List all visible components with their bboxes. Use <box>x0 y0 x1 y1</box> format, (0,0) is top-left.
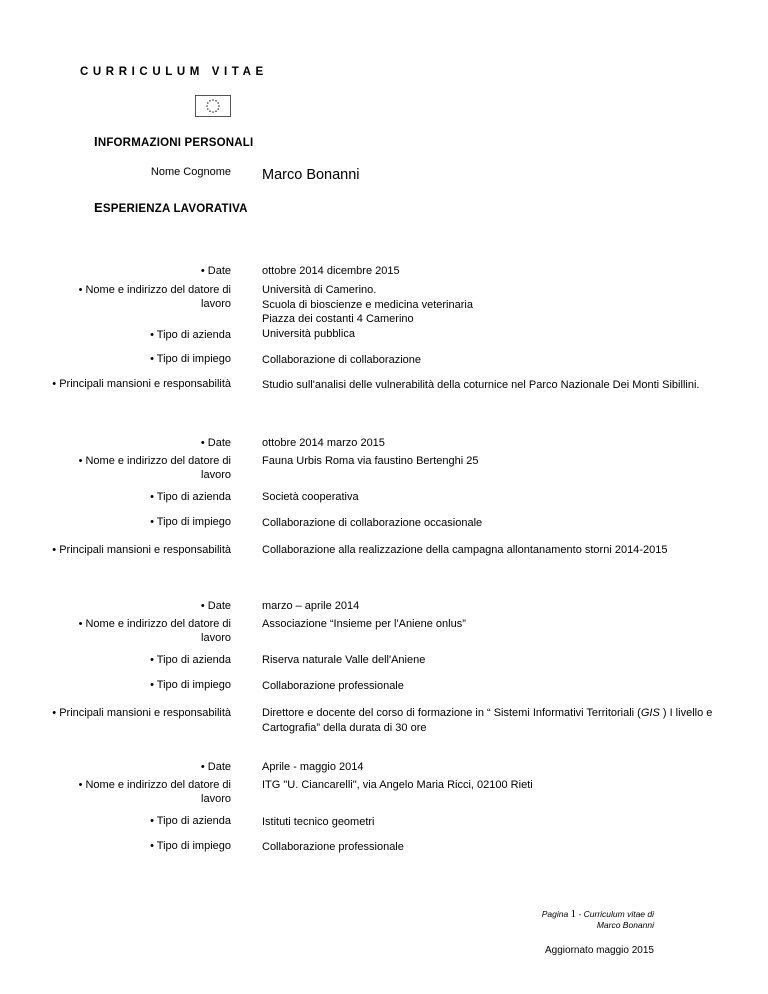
entry-date-label: • Date <box>200 437 231 449</box>
entry-job-label: • Tipo di impiego <box>150 840 231 852</box>
entry-job: Collaborazione professionale <box>262 680 404 692</box>
entry-job-label: • Tipo di impiego <box>150 353 231 365</box>
entry-job: Collaborazione di collaborazione occasionale <box>262 517 483 529</box>
entry-type: Istituti tecnico geometri <box>262 816 375 828</box>
entry-duties-label: • Principali mansioni e responsabilità <box>52 707 231 719</box>
entry-employer: Fauna Urbis Roma via faustino Bertenghi 25 <box>262 455 479 467</box>
page-footer: Pagina 1 - Curriculum vitae di Marco Bonanni <box>541 908 654 930</box>
entry-employer: Università di Camerino. Scuola di bioscienze e medicina veterinaria Piazza dei costanti 4 Camerino <box>262 284 473 325</box>
entry-duties: Studio sull'analisi delle vulnerabilità della coturnice nel Parco Nazionale Dei Monti Sibillini. <box>262 379 700 391</box>
entry-type-label: • Tipo di azienda <box>150 815 231 827</box>
entry-duties: Collaborazione alla realizzazione della campagna allontanamento storni 2014-2015 <box>262 544 668 556</box>
entry-type: Riserva naturale Valle dell'Aniene <box>262 654 426 666</box>
entry-duties: Direttore e docente del corso di formazione in “ Sistemi Informativi Territoriali (GIS ) I livello e Cartografia” della durata di 30 ore <box>262 707 713 734</box>
entry-type-label: • Tipo di azienda <box>150 654 231 666</box>
entry-date: ottobre 2014 dicembre 2015 <box>262 265 400 277</box>
entry-employer-label: • Nome e indirizzo del datore di lavoro <box>78 284 231 310</box>
entry-type: Università pubblica <box>262 328 355 340</box>
document-title: CURRICULUM VITAE <box>80 66 268 78</box>
entry-duties-label: • Principali mansioni e responsabilità <box>52 378 231 390</box>
entry-employer-label: • Nome e indirizzo del datore di lavoro <box>78 618 231 644</box>
eu-flag-icon <box>195 95 231 117</box>
entry-duties-label: • Principali mansioni e responsabilità <box>52 544 231 556</box>
entry-employer-label: • Nome e indirizzo del datore di lavoro <box>78 455 231 481</box>
entry-job: Collaborazione di collaborazione <box>262 354 421 366</box>
entry-job-label: • Tipo di impiego <box>150 516 231 528</box>
entry-employer: Associazione “Insieme per l'Aniene onlus” <box>262 618 466 630</box>
entry-date-label: • Date <box>200 761 231 773</box>
entry-job-label: • Tipo di impiego <box>150 679 231 691</box>
section-heading-experience: ESPERIENZA LAVORATIVA <box>94 200 248 215</box>
entry-date: ottobre 2014 marzo 2015 <box>262 437 385 449</box>
entry-employer-label: • Nome e indirizzo del datore di lavoro <box>78 779 231 805</box>
updated-note: Aggiornato maggio 2015 <box>545 945 654 956</box>
entry-employer: ITG "U. Ciancarelli", via Angelo Maria Ricci, 02100 Rieti <box>262 779 533 791</box>
section-heading-personal: INFORMAZIONI PERSONALI <box>94 134 254 149</box>
entry-date: marzo – aprile 2014 <box>262 600 360 612</box>
entry-date: Aprile - maggio 2014 <box>262 761 364 773</box>
entry-job: Collaborazione professionale <box>262 841 404 853</box>
entry-date-label: • Date <box>200 600 231 612</box>
entry-type-label: • Tipo di azienda <box>150 491 231 503</box>
entry-type: Società cooperativa <box>262 491 359 503</box>
entry-type-label: • Tipo di azienda <box>150 329 231 341</box>
name-label: Nome Cognome <box>150 166 231 178</box>
entry-date-label: • Date <box>200 265 231 277</box>
name-value: Marco Bonanni <box>262 167 360 183</box>
